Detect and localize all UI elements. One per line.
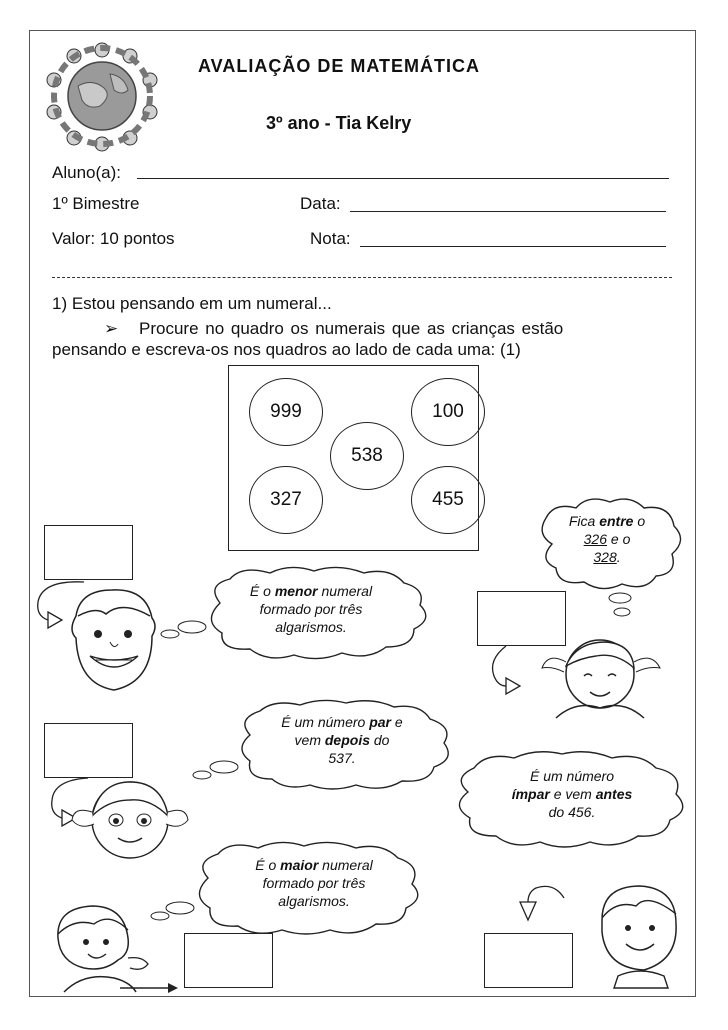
cloud-text-even: É um número par e vem depois do 537.	[281, 714, 403, 766]
cloud-text-smallest: É o menor numeral formado por três algarismos.	[249, 583, 373, 635]
bimester-label: 1º Bimestre	[52, 194, 140, 213]
date-label: Data:	[300, 194, 341, 213]
number-oval: 999	[249, 378, 323, 446]
boy-smiling-illustration	[588, 880, 688, 990]
value-label: Valor: 10 pontos	[52, 229, 175, 248]
numbers-box	[228, 365, 479, 551]
page-title: AVALIAÇÃO DE MATEMÁTICA	[198, 56, 480, 76]
answer-box-largest[interactable]	[184, 933, 273, 988]
grade-label: Nota:	[310, 229, 351, 248]
number-oval: 538	[330, 422, 404, 490]
cloud-text-largest: É o maior numeral formado por três algarismos.	[255, 857, 373, 909]
instruction-line-1: Procure no quadro os numerais que as crianças estão	[139, 319, 564, 338]
number-oval: 100	[411, 378, 485, 446]
date-line[interactable]	[350, 211, 666, 212]
girl-pointing-illustration	[44, 898, 160, 994]
girl-face-illustration	[70, 776, 190, 860]
answer-box-odd[interactable]	[484, 933, 573, 988]
cloud-text-odd: É um número ímpar e vem antes do 456.	[511, 768, 633, 820]
question-title: 1) Estou pensando em um numeral...	[52, 294, 332, 313]
instruction-bullet: ➢	[104, 319, 119, 338]
class-subtitle: 3º ano - Tia Kelry	[266, 113, 412, 133]
answer-box-even[interactable]	[44, 723, 133, 778]
number-oval: 327	[249, 466, 323, 534]
globe-children-logo	[42, 40, 162, 152]
arrow-icon	[514, 880, 574, 930]
student-label: Aluno(a):	[52, 163, 121, 182]
student-name-line[interactable]	[137, 178, 669, 179]
cloud-text-between: Fica entre o 326 e o 328.	[568, 513, 646, 565]
girl-pigtails-illustration	[536, 622, 666, 726]
separator-line	[52, 277, 672, 278]
instruction-line-2: pensando e escreva-os nos quadros ao lado de cada uma: (1)	[52, 340, 521, 359]
number-oval: 455	[411, 466, 485, 534]
answer-box-smallest[interactable]	[44, 525, 133, 580]
grade-line[interactable]	[360, 246, 666, 247]
boy-face-illustration	[66, 586, 162, 696]
